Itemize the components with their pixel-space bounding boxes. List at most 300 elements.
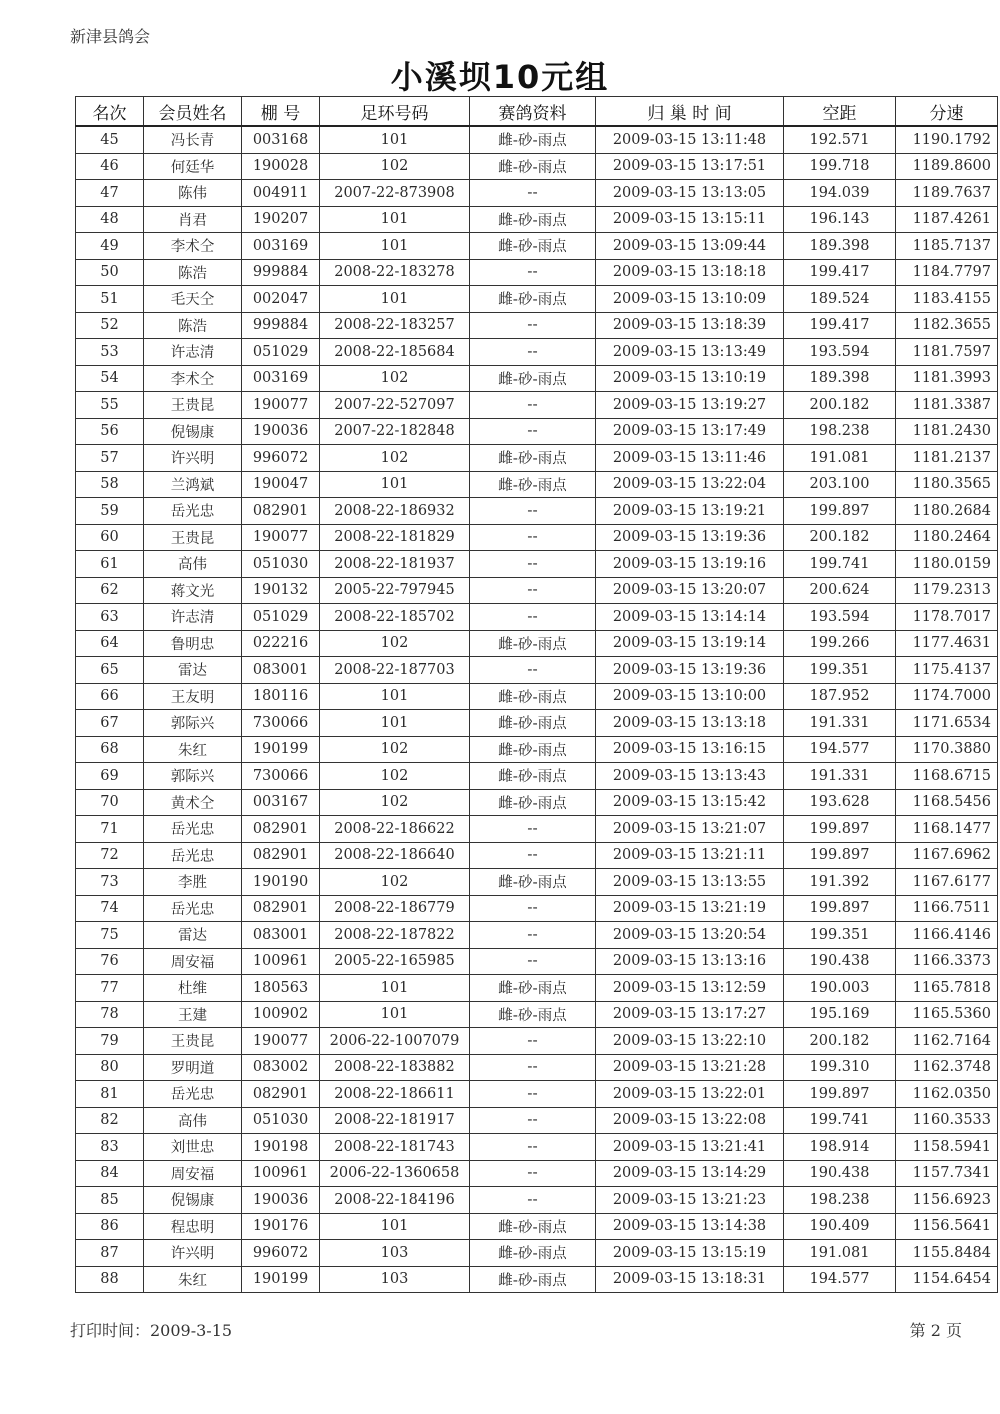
arrival-time-cell: 2009-03-15 13:17:27 [596,1001,784,1028]
table-row [76,1028,998,1055]
member-name-cell: 陈浩 [144,312,242,339]
pigeon-info-cell: 雌-砂-雨点 [470,869,596,896]
distance-cell: 199.417 [784,312,896,339]
member-name-cell: 毛天仝 [144,286,242,313]
member-name-cell: 倪锡康 [144,418,242,445]
ring-no-cell: 101 [320,471,470,498]
table-row [76,286,998,313]
speed-cell: 1189.8600 [896,153,998,180]
pigeon-info-cell: 雌-砂-雨点 [470,233,596,260]
col-header-member-name: 会员姓名 [144,97,242,127]
table-row [76,498,998,525]
loft-no-cell: 190198 [242,1134,320,1161]
rank-cell: 62 [76,577,144,604]
arrival-time-cell: 2009-03-15 13:19:16 [596,551,784,578]
ring-no-cell: 2008-22-183257 [320,312,470,339]
member-name-cell: 王友明 [144,683,242,710]
arrival-time-cell: 2009-03-15 13:18:31 [596,1266,784,1293]
speed-cell: 1156.6923 [896,1187,998,1214]
distance-cell: 199.897 [784,816,896,843]
arrival-time-cell: 2009-03-15 13:11:46 [596,445,784,472]
arrival-time-cell: 2009-03-15 13:21:41 [596,1134,784,1161]
distance-cell: 195.169 [784,1001,896,1028]
distance-cell: 200.182 [784,524,896,551]
speed-cell: 1181.7597 [896,339,998,366]
rank-cell: 60 [76,524,144,551]
rank-cell: 51 [76,286,144,313]
ring-no-cell: 101 [320,975,470,1002]
pigeon-info-cell: 雌-砂-雨点 [470,1240,596,1267]
speed-cell: 1167.6962 [896,842,998,869]
ring-no-cell: 2008-22-185702 [320,604,470,631]
ring-no-cell: 102 [320,630,470,657]
distance-cell: 199.897 [784,842,896,869]
distance-cell: 191.081 [784,1240,896,1267]
member-name-cell: 王贵昆 [144,392,242,419]
pigeon-info-cell: 雌-砂-雨点 [470,1213,596,1240]
distance-cell: 199.351 [784,657,896,684]
ring-no-cell: 2008-22-186932 [320,498,470,525]
loft-no-cell: 190077 [242,392,320,419]
member-name-cell: 王贵昆 [144,1028,242,1055]
loft-no-cell: 003167 [242,789,320,816]
distance-cell: 192.571 [784,126,896,153]
page-title: 小溪坝10元组 [390,58,610,96]
loft-no-cell: 190207 [242,206,320,233]
member-name-cell: 朱红 [144,736,242,763]
distance-cell: 191.331 [784,763,896,790]
distance-cell: 199.897 [784,498,896,525]
ring-no-cell: 101 [320,1001,470,1028]
pigeon-info-cell: 雌-砂-雨点 [470,126,596,153]
table-row [76,604,998,631]
speed-cell: 1157.7341 [896,1160,998,1187]
rank-cell: 57 [76,445,144,472]
loft-no-cell: 082901 [242,895,320,922]
distance-cell: 194.577 [784,736,896,763]
ring-no-cell: 2008-22-183278 [320,259,470,286]
ring-no-cell: 2008-22-187822 [320,922,470,949]
member-name-cell: 雷达 [144,922,242,949]
loft-no-cell: 083001 [242,922,320,949]
member-name-cell: 高伟 [144,551,242,578]
speed-cell: 1168.6715 [896,763,998,790]
rank-cell: 45 [76,126,144,153]
table-row [76,1107,998,1134]
ring-no-cell: 2008-22-186779 [320,895,470,922]
loft-no-cell: 190036 [242,1187,320,1214]
rank-cell: 83 [76,1134,144,1161]
ring-no-cell: 101 [320,206,470,233]
speed-cell: 1190.1792 [896,126,998,153]
speed-cell: 1165.5360 [896,1001,998,1028]
pigeon-info-cell: -- [470,392,596,419]
table-row [76,1134,998,1161]
speed-cell: 1180.0159 [896,551,998,578]
loft-no-cell: 100902 [242,1001,320,1028]
rank-cell: 76 [76,948,144,975]
member-name-cell: 岳光忠 [144,895,242,922]
arrival-time-cell: 2009-03-15 13:13:16 [596,948,784,975]
table-row [76,1213,998,1240]
ring-no-cell: 2007-22-182848 [320,418,470,445]
rank-cell: 77 [76,975,144,1002]
speed-cell: 1179.2313 [896,577,998,604]
member-name-cell: 陈伟 [144,180,242,207]
speed-cell: 1162.7164 [896,1028,998,1055]
arrival-time-cell: 2009-03-15 13:18:18 [596,259,784,286]
table-row [76,1240,998,1267]
member-name-cell: 李胜 [144,869,242,896]
speed-cell: 1180.2464 [896,524,998,551]
loft-no-cell: 083002 [242,1054,320,1081]
distance-cell: 199.351 [784,922,896,949]
distance-cell: 189.524 [784,286,896,313]
ring-no-cell: 101 [320,233,470,260]
pigeon-info-cell: 雌-砂-雨点 [470,1266,596,1293]
member-name-cell: 刘世忠 [144,1134,242,1161]
distance-cell: 190.438 [784,948,896,975]
table-row [76,1054,998,1081]
pigeon-info-cell: 雌-砂-雨点 [470,763,596,790]
distance-cell: 189.398 [784,365,896,392]
table-row [76,471,998,498]
distance-cell: 190.438 [784,1160,896,1187]
member-name-cell: 岳光忠 [144,498,242,525]
member-name-cell: 周安福 [144,1160,242,1187]
member-name-cell: 兰鸿斌 [144,471,242,498]
arrival-time-cell: 2009-03-15 13:21:28 [596,1054,784,1081]
loft-no-cell: 022216 [242,630,320,657]
ring-no-cell: 2008-22-186640 [320,842,470,869]
arrival-time-cell: 2009-03-15 13:13:18 [596,710,784,737]
member-name-cell: 王贵昆 [144,524,242,551]
member-name-cell: 岳光忠 [144,1081,242,1108]
pigeon-info-cell: -- [470,1160,596,1187]
rank-cell: 78 [76,1001,144,1028]
loft-no-cell: 051029 [242,604,320,631]
table-row [76,365,998,392]
speed-cell: 1154.6454 [896,1266,998,1293]
table-row [76,206,998,233]
arrival-time-cell: 2009-03-15 13:19:14 [596,630,784,657]
loft-no-cell: 003168 [242,126,320,153]
ring-no-cell: 2008-22-186611 [320,1081,470,1108]
member-name-cell: 鲁明忠 [144,630,242,657]
pigeon-info-cell: -- [470,1054,596,1081]
arrival-time-cell: 2009-03-15 13:17:49 [596,418,784,445]
col-header-pigeon-info: 赛鸽资料 [470,97,596,127]
distance-cell: 200.182 [784,1028,896,1055]
rank-cell: 48 [76,206,144,233]
member-name-cell: 郭际兴 [144,710,242,737]
table-row [76,339,998,366]
arrival-time-cell: 2009-03-15 13:22:04 [596,471,784,498]
distance-cell: 191.081 [784,445,896,472]
distance-cell: 199.741 [784,551,896,578]
loft-no-cell: 190176 [242,1213,320,1240]
member-name-cell: 李术仝 [144,365,242,392]
speed-cell: 1155.8484 [896,1240,998,1267]
table-row [76,948,998,975]
pigeon-info-cell: -- [470,259,596,286]
arrival-time-cell: 2009-03-15 13:19:36 [596,524,784,551]
loft-no-cell: 100961 [242,948,320,975]
table-row [76,710,998,737]
speed-cell: 1158.5941 [896,1134,998,1161]
table-row [76,630,998,657]
pigeon-info-cell: 雌-砂-雨点 [470,736,596,763]
speed-cell: 1178.7017 [896,604,998,631]
table-row [76,895,998,922]
arrival-time-cell: 2009-03-15 13:13:43 [596,763,784,790]
table-row [76,1266,998,1293]
member-name-cell: 雷达 [144,657,242,684]
rank-cell: 52 [76,312,144,339]
pigeon-info-cell: 雌-砂-雨点 [470,710,596,737]
loft-no-cell: 051030 [242,1107,320,1134]
loft-no-cell: 190077 [242,524,320,551]
rank-cell: 84 [76,1160,144,1187]
ring-no-cell: 102 [320,365,470,392]
speed-cell: 1166.3373 [896,948,998,975]
member-name-cell: 周安福 [144,948,242,975]
rank-cell: 69 [76,763,144,790]
rank-cell: 56 [76,418,144,445]
rank-cell: 66 [76,683,144,710]
distance-cell: 193.594 [784,339,896,366]
speed-cell: 1181.2137 [896,445,998,472]
loft-no-cell: 190047 [242,471,320,498]
rank-cell: 82 [76,1107,144,1134]
loft-no-cell: 082901 [242,498,320,525]
rank-cell: 72 [76,842,144,869]
table-row [76,869,998,896]
speed-cell: 1189.7637 [896,180,998,207]
rank-cell: 80 [76,1054,144,1081]
distance-cell: 187.952 [784,683,896,710]
ring-no-cell: 2005-22-797945 [320,577,470,604]
arrival-time-cell: 2009-03-15 13:15:42 [596,789,784,816]
distance-cell: 193.594 [784,604,896,631]
ring-no-cell: 2006-22-1360658 [320,1160,470,1187]
arrival-time-cell: 2009-03-15 13:14:14 [596,604,784,631]
table-row [76,551,998,578]
table-row [76,922,998,949]
pigeon-info-cell: -- [470,922,596,949]
distance-cell: 198.238 [784,1187,896,1214]
rank-cell: 61 [76,551,144,578]
loft-no-cell: 082901 [242,816,320,843]
loft-no-cell: 190132 [242,577,320,604]
rank-cell: 74 [76,895,144,922]
distance-cell: 203.100 [784,471,896,498]
member-name-cell: 程忠明 [144,1213,242,1240]
loft-no-cell: 082901 [242,1081,320,1108]
pigeon-info-cell: -- [470,312,596,339]
arrival-time-cell: 2009-03-15 13:22:10 [596,1028,784,1055]
arrival-time-cell: 2009-03-15 13:21:19 [596,895,784,922]
pigeon-info-cell: 雌-砂-雨点 [470,1001,596,1028]
pigeon-info-cell: 雌-砂-雨点 [470,365,596,392]
pigeon-info-cell: -- [470,1107,596,1134]
loft-no-cell: 100961 [242,1160,320,1187]
col-header-arrival-time: 归 巢 时 间 [596,97,784,127]
member-name-cell: 郭际兴 [144,763,242,790]
pigeon-info-cell: -- [470,604,596,631]
arrival-time-cell: 2009-03-15 13:20:54 [596,922,784,949]
col-header-loft-no: 棚 号 [242,97,320,127]
speed-cell: 1160.3533 [896,1107,998,1134]
speed-cell: 1187.4261 [896,206,998,233]
speed-cell: 1168.5456 [896,789,998,816]
ring-no-cell: 102 [320,445,470,472]
col-header-rank: 名次 [76,97,144,127]
pigeon-info-cell: -- [470,1028,596,1055]
member-name-cell: 陈浩 [144,259,242,286]
distance-cell: 198.914 [784,1134,896,1161]
rank-cell: 50 [76,259,144,286]
ring-no-cell: 2008-22-181743 [320,1134,470,1161]
loft-no-cell: 003169 [242,365,320,392]
rank-cell: 71 [76,816,144,843]
table-row [76,418,998,445]
speed-cell: 1184.7797 [896,259,998,286]
ring-no-cell: 102 [320,869,470,896]
loft-no-cell: 190036 [242,418,320,445]
ring-no-cell: 2007-22-873908 [320,180,470,207]
rank-cell: 68 [76,736,144,763]
distance-cell: 199.417 [784,259,896,286]
distance-cell: 199.897 [784,1081,896,1108]
table-row [76,842,998,869]
arrival-time-cell: 2009-03-15 13:11:48 [596,126,784,153]
pigeon-info-cell: -- [470,418,596,445]
distance-cell: 193.628 [784,789,896,816]
distance-cell: 199.718 [784,153,896,180]
speed-cell: 1166.7511 [896,895,998,922]
pigeon-info-cell: -- [470,657,596,684]
pigeon-info-cell: 雌-砂-雨点 [470,975,596,1002]
speed-cell: 1168.1477 [896,816,998,843]
table-row [76,1001,998,1028]
rank-cell: 73 [76,869,144,896]
member-name-cell: 何廷华 [144,153,242,180]
ring-no-cell: 2008-22-186622 [320,816,470,843]
member-name-cell: 杜维 [144,975,242,1002]
col-header-speed: 分速 [896,97,998,127]
rank-cell: 53 [76,339,144,366]
pigeon-info-cell: -- [470,1187,596,1214]
loft-no-cell: 999884 [242,312,320,339]
ring-no-cell: 2008-22-181937 [320,551,470,578]
table-row [76,259,998,286]
pigeon-info-cell: 雌-砂-雨点 [470,789,596,816]
loft-no-cell: 082901 [242,842,320,869]
rank-cell: 54 [76,365,144,392]
arrival-time-cell: 2009-03-15 13:13:05 [596,180,784,207]
rank-cell: 65 [76,657,144,684]
ring-no-cell: 102 [320,763,470,790]
distance-cell: 199.266 [784,630,896,657]
speed-cell: 1167.6177 [896,869,998,896]
member-name-cell: 冯长青 [144,126,242,153]
speed-cell: 1171.6534 [896,710,998,737]
arrival-time-cell: 2009-03-15 13:15:11 [596,206,784,233]
speed-cell: 1181.3993 [896,365,998,392]
table-row [76,763,998,790]
distance-cell: 200.624 [784,577,896,604]
table-row [76,312,998,339]
rank-cell: 87 [76,1240,144,1267]
rank-cell: 64 [76,630,144,657]
speed-cell: 1181.3387 [896,392,998,419]
table-row [76,1160,998,1187]
speed-cell: 1181.2430 [896,418,998,445]
arrival-time-cell: 2009-03-15 13:21:23 [596,1187,784,1214]
member-name-cell: 岳光忠 [144,816,242,843]
arrival-time-cell: 2009-03-15 13:09:44 [596,233,784,260]
pigeon-info-cell: 雌-砂-雨点 [470,630,596,657]
loft-no-cell: 996072 [242,1240,320,1267]
distance-cell: 199.310 [784,1054,896,1081]
ring-no-cell: 102 [320,736,470,763]
table-row [76,816,998,843]
ring-no-cell: 101 [320,683,470,710]
member-name-cell: 李术仝 [144,233,242,260]
distance-cell: 190.003 [784,975,896,1002]
member-name-cell: 黄术仝 [144,789,242,816]
ring-no-cell: 2006-22-1007079 [320,1028,470,1055]
loft-no-cell: 999884 [242,259,320,286]
pigeon-info-cell: -- [470,948,596,975]
loft-no-cell: 730066 [242,710,320,737]
arrival-time-cell: 2009-03-15 13:19:27 [596,392,784,419]
member-name-cell: 许兴明 [144,1240,242,1267]
member-name-cell: 肖君 [144,206,242,233]
loft-no-cell: 996072 [242,445,320,472]
loft-no-cell: 083001 [242,657,320,684]
rank-cell: 75 [76,922,144,949]
speed-cell: 1162.0350 [896,1081,998,1108]
member-name-cell: 朱红 [144,1266,242,1293]
loft-no-cell: 051029 [242,339,320,366]
distance-cell: 194.577 [784,1266,896,1293]
loft-no-cell: 190077 [242,1028,320,1055]
table-row [76,657,998,684]
distance-cell: 199.897 [784,895,896,922]
pigeon-info-cell: -- [470,1081,596,1108]
print-time: 打印时间：2009-3-15 [70,1321,233,1340]
ring-no-cell: 2008-22-181917 [320,1107,470,1134]
distance-cell: 194.039 [784,180,896,207]
speed-cell: 1180.3565 [896,471,998,498]
table-row [76,577,998,604]
ring-no-cell: 103 [320,1266,470,1293]
table-header-row [76,97,998,127]
speed-cell: 1156.5641 [896,1213,998,1240]
arrival-time-cell: 2009-03-15 13:18:39 [596,312,784,339]
ring-no-cell: 102 [320,789,470,816]
ring-no-cell: 2008-22-187703 [320,657,470,684]
arrival-time-cell: 2009-03-15 13:22:01 [596,1081,784,1108]
col-header-ring-no: 足环号码 [320,97,470,127]
loft-no-cell: 190199 [242,1266,320,1293]
arrival-time-cell: 2009-03-15 13:19:21 [596,498,784,525]
speed-cell: 1165.7818 [896,975,998,1002]
distance-cell: 198.238 [784,418,896,445]
ring-no-cell: 2005-22-165985 [320,948,470,975]
